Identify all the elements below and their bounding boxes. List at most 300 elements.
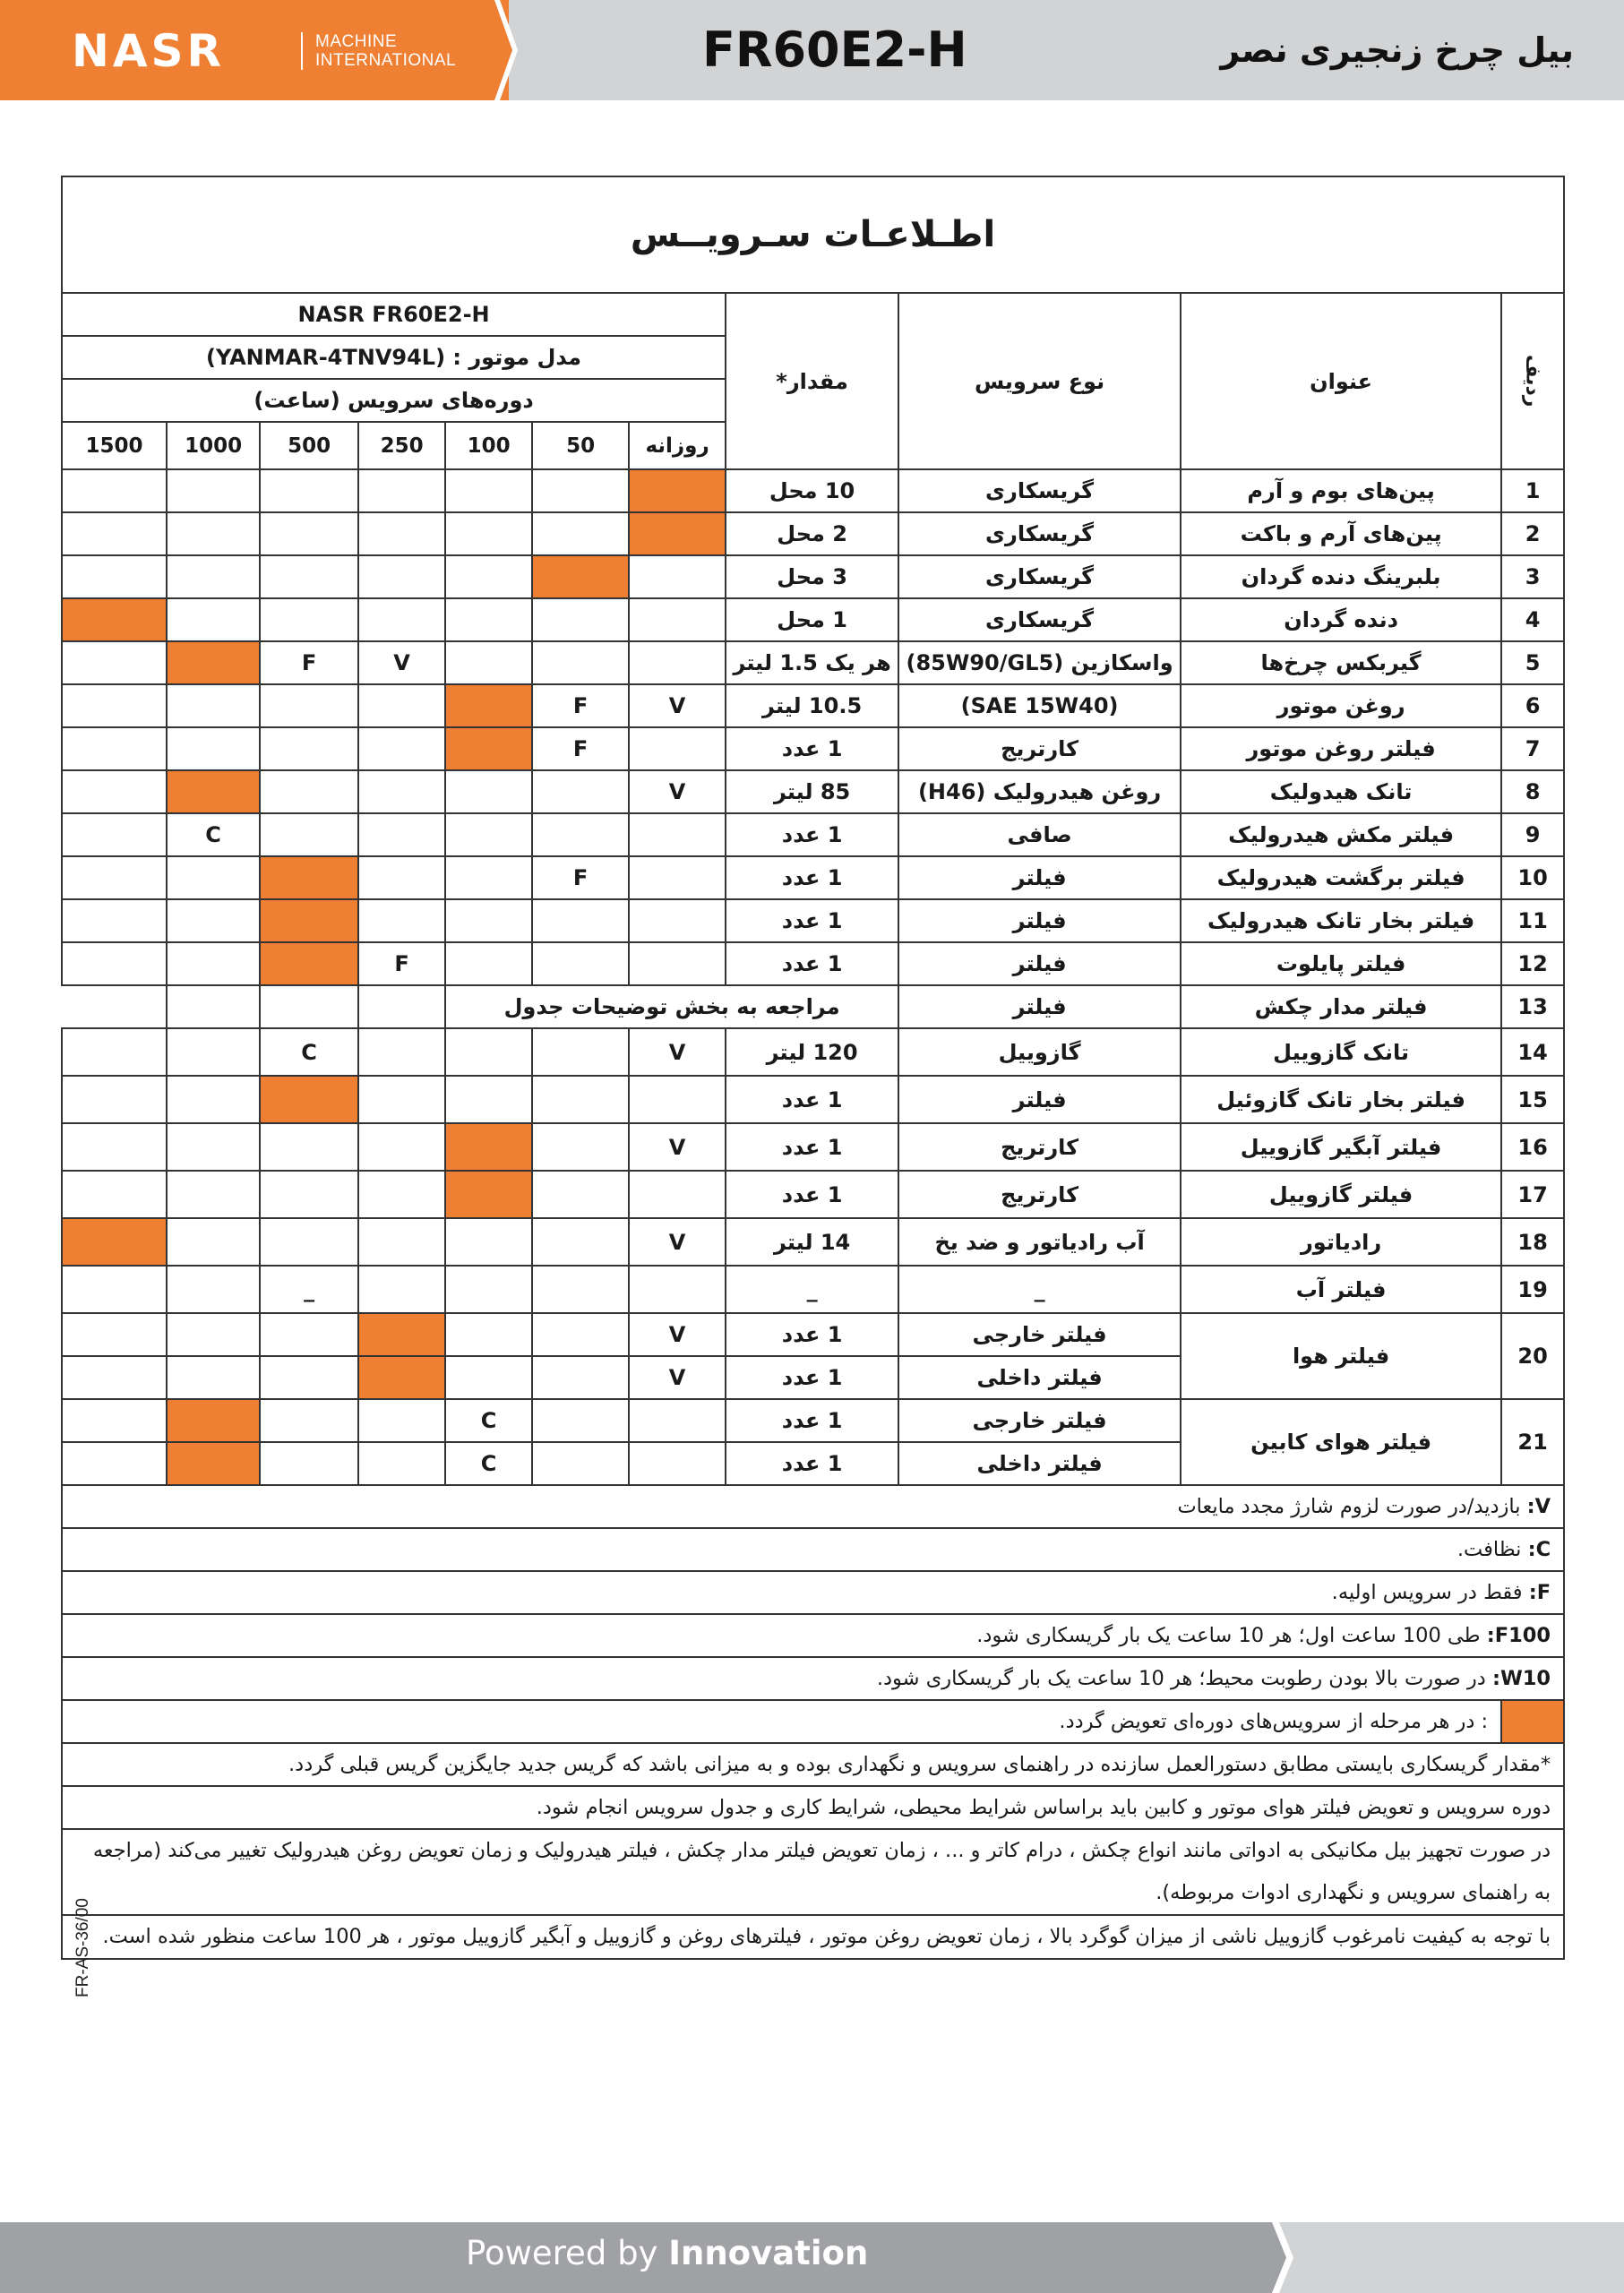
row-quantity: 1 عدد	[726, 856, 898, 899]
interval-cell	[445, 1356, 532, 1399]
logo-wordmark: NASR	[72, 25, 226, 77]
row-service-type: فیلتر خارجی	[898, 1313, 1181, 1356]
interval-cell	[358, 1399, 445, 1442]
row-service-type: کارتریج	[898, 1171, 1181, 1218]
interval-cell	[445, 856, 532, 899]
interval-cell	[532, 1028, 629, 1076]
interval-cell	[358, 985, 445, 1028]
row-quantity: 1 عدد	[726, 942, 898, 985]
replace-marker-cell	[167, 641, 260, 684]
row-service-type: فیلتر	[898, 985, 1181, 1028]
row-number: 10	[1501, 856, 1564, 899]
interval-cell	[167, 598, 260, 641]
service-table	[61, 176, 1565, 1960]
row-service-type: روغن هیدرولیک (H46)	[898, 770, 1181, 813]
interval-cell	[629, 1266, 726, 1313]
interval-cell	[167, 1171, 260, 1218]
interval-cell: F	[532, 856, 629, 899]
row-service-type: گریسکاری	[898, 598, 1181, 641]
row-quantity: 1 عدد	[726, 727, 898, 770]
interval-cell	[532, 1313, 629, 1356]
row-subject: فیلتر پایلوت	[1181, 942, 1501, 985]
interval-cell	[260, 1442, 358, 1485]
interval-cell	[629, 899, 726, 942]
table-row	[62, 856, 1564, 899]
legend-key: C:	[1527, 1538, 1551, 1561]
replace-marker-cell	[62, 1218, 167, 1266]
legend-note	[62, 1528, 1564, 1571]
service-document	[61, 176, 1565, 1960]
interval-cell	[445, 598, 532, 641]
row-quantity: 10.5 لیتر	[726, 684, 898, 727]
row-service-type: گریسکاری	[898, 512, 1181, 555]
interval-cell	[62, 512, 167, 555]
replace-marker-cell	[260, 856, 358, 899]
legend-row	[62, 1700, 1564, 1743]
interval-cell	[445, 899, 532, 942]
interval-cell	[167, 684, 260, 727]
interval-cell: V	[629, 1123, 726, 1171]
row-number: 8	[1501, 770, 1564, 813]
interval-cell	[532, 598, 629, 641]
interval-cell: F	[532, 684, 629, 727]
row-service-type: صافی	[898, 813, 1181, 856]
table-row	[62, 770, 1564, 813]
interval-cell	[445, 942, 532, 985]
interval-cell	[445, 469, 532, 512]
interval-cell: V	[358, 641, 445, 684]
interval-cell	[62, 684, 167, 727]
replace-marker-cell	[358, 1356, 445, 1399]
legend-row	[62, 1485, 1564, 1528]
col-header-engine: مدل موتور : (YANMAR-4TNV94L)	[62, 336, 726, 379]
interval-cell	[260, 469, 358, 512]
row-quantity: هر یک 1.5 لیتر	[726, 641, 898, 684]
row-quantity: 1 عدد	[726, 1171, 898, 1218]
row-number: 13	[1501, 985, 1564, 1028]
row-service-type: (SAE 15W40)	[898, 684, 1181, 727]
interval-1500: 1500	[62, 422, 167, 469]
interval-cell	[532, 1442, 629, 1485]
table-row	[62, 942, 1564, 985]
row-number: 9	[1501, 813, 1564, 856]
interval-cell: C	[260, 1028, 358, 1076]
interval-cell	[358, 555, 445, 598]
row-number: 19	[1501, 1266, 1564, 1313]
interval-cell	[358, 1123, 445, 1171]
interval-cell	[532, 1356, 629, 1399]
logo-sub-line2: INTERNATIONAL	[315, 51, 457, 70]
legend-text: در صورت بالا بودن رطوبت محیط؛ هر 10 ساعت یک بار گریسکاری شود.	[876, 1667, 1492, 1690]
row-quantity: 1 عدد	[726, 813, 898, 856]
row-span-note: مراجعه به بخش توضیحات جدول	[445, 985, 898, 1028]
interval-cell	[260, 727, 358, 770]
footnote-row	[62, 1786, 1564, 1829]
interval-cell	[260, 512, 358, 555]
interval-250: 250	[358, 422, 445, 469]
interval-cell	[629, 856, 726, 899]
col-header-periods: دوره‌های سرویس (ساعت)	[62, 379, 726, 422]
footer-powered: Powered by	[466, 2234, 669, 2272]
row-service-type: کارتریج	[898, 1123, 1181, 1171]
interval-cell: V	[629, 1356, 726, 1399]
interval-cell	[532, 1399, 629, 1442]
legend-text: نظافت.	[1456, 1538, 1528, 1561]
row-subject: فیلتر گازوییل	[1181, 1171, 1501, 1218]
interval-cell	[62, 555, 167, 598]
replace-marker-cell	[445, 1171, 532, 1218]
legend-row	[62, 1614, 1564, 1657]
interval-cell	[260, 770, 358, 813]
table-row	[62, 598, 1564, 641]
interval-cell	[167, 1123, 260, 1171]
row-subject: رادیاتور	[1181, 1218, 1501, 1266]
interval-cell	[445, 1266, 532, 1313]
interval-cell	[62, 899, 167, 942]
interval-cell	[445, 641, 532, 684]
row-service-type: گریسکاری	[898, 555, 1181, 598]
table-title: اطـلاعـات سـرویــس	[62, 176, 1564, 293]
interval-cell	[62, 1028, 167, 1076]
interval-cell	[167, 942, 260, 985]
row-number: 20	[1501, 1313, 1564, 1399]
row-service-type: _	[898, 1266, 1181, 1313]
legend-key: F100:	[1486, 1624, 1551, 1647]
row-quantity: 1 عدد	[726, 1313, 898, 1356]
interval-cell: V	[629, 684, 726, 727]
interval-cell	[167, 1218, 260, 1266]
interval-cell	[260, 813, 358, 856]
interval-cell	[358, 1218, 445, 1266]
interval-cell	[62, 1076, 167, 1123]
interval-cell	[62, 856, 167, 899]
logo-sub-line1: MACHINE	[315, 32, 398, 51]
footnote-row	[62, 1743, 1564, 1786]
interval-cell	[62, 727, 167, 770]
row-subject: تانک گازوییل	[1181, 1028, 1501, 1076]
row-service-type: فیلتر	[898, 899, 1181, 942]
row-quantity: _	[726, 1266, 898, 1313]
replace-marker-cell	[629, 469, 726, 512]
row-number: 3	[1501, 555, 1564, 598]
interval-cell	[532, 1266, 629, 1313]
col-header-row-no: ردیف	[1501, 293, 1564, 469]
interval-cell	[445, 813, 532, 856]
interval-cell	[445, 1028, 532, 1076]
interval-cell	[167, 856, 260, 899]
interval-cell	[260, 1356, 358, 1399]
interval-cell	[445, 555, 532, 598]
row-service-type: کارتریج	[898, 727, 1181, 770]
row-quantity: 85 لیتر	[726, 770, 898, 813]
row-service-type: فیلتر	[898, 856, 1181, 899]
interval-cell	[167, 1076, 260, 1123]
row-service-type: واسکازین (85W90/GL5)	[898, 641, 1181, 684]
table-row	[62, 512, 1564, 555]
row-service-type: فیلتر خارجی	[898, 1399, 1181, 1442]
row-service-type: گازوییل	[898, 1028, 1181, 1076]
logo-chevron-shape	[491, 0, 518, 100]
row-subject: فیلتر آبگیر گازوییل	[1181, 1123, 1501, 1171]
replace-marker-cell	[260, 1076, 358, 1123]
replace-marker-cell	[260, 899, 358, 942]
legend-swatch-text: : در هر مرحله از سرویس‌های دوره‌ای تعویض گردد.	[62, 1700, 1501, 1743]
row-number: 18	[1501, 1218, 1564, 1266]
interval-cell	[260, 1218, 358, 1266]
col-header-service-type: نوع سرویس	[898, 293, 1181, 469]
row-quantity: 3 محل	[726, 555, 898, 598]
interval-cell	[358, 813, 445, 856]
legend-text: فقط در سرویس اولیه.	[1331, 1581, 1529, 1604]
footer-innovation: Innovation	[668, 2234, 869, 2272]
interval-cell	[629, 1076, 726, 1123]
document-title: بیل چرخ زنجیری نصر	[1220, 30, 1574, 70]
interval-cell	[62, 770, 167, 813]
row-subject: فیلتر روغن موتور	[1181, 727, 1501, 770]
row-quantity: 14 لیتر	[726, 1218, 898, 1266]
legend-text: بازدید/در صورت لزوم شارژ مجدد مایعات	[1177, 1495, 1527, 1518]
row-subject: پین‌های آرم و باکت	[1181, 512, 1501, 555]
interval-cell	[445, 770, 532, 813]
replace-marker-cell	[445, 684, 532, 727]
interval-cell	[358, 469, 445, 512]
interval-cell	[445, 1076, 532, 1123]
interval-cell	[260, 1399, 358, 1442]
interval-1000: 1000	[167, 422, 260, 469]
interval-cell	[260, 1313, 358, 1356]
row-subject: پین‌های بوم و آرم	[1181, 469, 1501, 512]
interval-cell: _	[260, 1266, 358, 1313]
interval-100: 100	[445, 422, 532, 469]
model-code: FR60E2-H	[702, 21, 967, 78]
table-row	[62, 813, 1564, 856]
interval-cell	[167, 985, 260, 1028]
table-row	[62, 1218, 1564, 1266]
logo-subtitle	[315, 32, 456, 70]
interval-cell	[358, 1171, 445, 1218]
row-quantity: 1 عدد	[726, 899, 898, 942]
interval-cell	[167, 1266, 260, 1313]
interval-cell	[358, 856, 445, 899]
interval-cell: V	[629, 770, 726, 813]
legend-row	[62, 1571, 1564, 1614]
col-header-machine: NASR FR60E2-H	[62, 293, 726, 336]
interval-cell	[629, 641, 726, 684]
row-subject: فیلتر بخار تانک هیدرولیک	[1181, 899, 1501, 942]
row-number: 7	[1501, 727, 1564, 770]
interval-cell	[260, 684, 358, 727]
interval-cell	[62, 1171, 167, 1218]
row-number: 12	[1501, 942, 1564, 985]
logo-band	[0, 0, 509, 100]
row-quantity: 1 عدد	[726, 1442, 898, 1485]
replace-marker-cell	[62, 598, 167, 641]
table-row	[62, 1266, 1564, 1313]
row-number: 17	[1501, 1171, 1564, 1218]
replace-marker-cell	[445, 1123, 532, 1171]
interval-cell	[260, 985, 358, 1028]
col-header-quantity: مقدار*	[726, 293, 898, 469]
interval-cell	[260, 555, 358, 598]
legend-key: W10:	[1491, 1667, 1551, 1690]
interval-cell	[167, 1028, 260, 1076]
row-quantity: 120 لیتر	[726, 1028, 898, 1076]
legend-note	[62, 1657, 1564, 1700]
interval-cell	[629, 813, 726, 856]
replace-marker-cell	[167, 1442, 260, 1485]
interval-50: 50	[532, 422, 629, 469]
row-number: 14	[1501, 1028, 1564, 1076]
interval-cell	[629, 1399, 726, 1442]
interval-cell	[532, 1171, 629, 1218]
table-row	[62, 1399, 1564, 1442]
row-service-type: فیلتر داخلی	[898, 1442, 1181, 1485]
interval-cell	[629, 942, 726, 985]
interval-cell	[167, 1356, 260, 1399]
table-row	[62, 555, 1564, 598]
replace-marker-cell	[532, 555, 629, 598]
interval-cell	[532, 1123, 629, 1171]
row-subject: گیربکس چرخ‌ها	[1181, 641, 1501, 684]
interval-cell	[532, 469, 629, 512]
interval-cell	[629, 598, 726, 641]
interval-cell	[62, 1356, 167, 1399]
replace-marker-cell	[445, 727, 532, 770]
row-subject: فیلتر هوا	[1181, 1313, 1501, 1399]
interval-cell: F	[260, 641, 358, 684]
legend-swatch	[1501, 1700, 1564, 1743]
row-quantity: 1 محل	[726, 598, 898, 641]
interval-cell	[167, 469, 260, 512]
interval-cell	[62, 1399, 167, 1442]
table-row	[62, 469, 1564, 512]
table-row	[62, 1313, 1564, 1356]
legend-note	[62, 1571, 1564, 1614]
footnote: با توجه به کیفیت نامرغوب گازوییل ناشی از میزان گوگرد بالا ، زمان تعویض روغن موتور ، فیلترهای روغن و گازوییل و آبگیر گازوییل موتور ، هر 100 ساعت منظور شده است.	[62, 1915, 1564, 1959]
row-number: 15	[1501, 1076, 1564, 1123]
legend-row	[62, 1657, 1564, 1700]
interval-cell	[445, 512, 532, 555]
interval-cell	[358, 899, 445, 942]
interval-cell	[358, 1076, 445, 1123]
table-row	[62, 1076, 1564, 1123]
interval-cell	[532, 512, 629, 555]
interval-cell	[532, 770, 629, 813]
interval-cell	[358, 512, 445, 555]
interval-cell	[445, 1218, 532, 1266]
row-subject: فیلتر برگشت هیدرولیک	[1181, 856, 1501, 899]
interval-cell	[358, 770, 445, 813]
row-service-type: فیلتر	[898, 1076, 1181, 1123]
interval-cell	[445, 1313, 532, 1356]
legend-note	[62, 1485, 1564, 1528]
interval-cell	[358, 684, 445, 727]
row-subject: فیلتر مکش هیدرولیک	[1181, 813, 1501, 856]
legend-row	[62, 1528, 1564, 1571]
table-row	[62, 1171, 1564, 1218]
interval-cell: C	[167, 813, 260, 856]
interval-cell	[62, 1442, 167, 1485]
row-quantity: 10 محل	[726, 469, 898, 512]
interval-cell	[167, 1313, 260, 1356]
row-number: 2	[1501, 512, 1564, 555]
replace-marker-cell	[358, 1313, 445, 1356]
row-number: 16	[1501, 1123, 1564, 1171]
row-subject: تانک هیدولیک	[1181, 770, 1501, 813]
replace-marker-cell	[167, 770, 260, 813]
interval-cell: V	[629, 1313, 726, 1356]
interval-cell	[358, 1028, 445, 1076]
interval-cell	[62, 813, 167, 856]
row-subject: فیلتر هوای کابین	[1181, 1399, 1501, 1485]
logo-separator	[301, 32, 303, 70]
interval-cell	[358, 727, 445, 770]
footnote: *مقدار گریسکاری بایستی مطابق دستورالعمل سازنده در راهنمای سرویس و نگهداری بوده و به میزانی باشد که گریس جدید جایگزین گریس قبلی گردد.	[62, 1743, 1564, 1786]
replace-marker-cell	[260, 942, 358, 985]
row-subject: فیلتر مدار چکش	[1181, 985, 1501, 1028]
legend-note	[62, 1614, 1564, 1657]
interval-cell	[62, 469, 167, 512]
interval-cell: F	[358, 942, 445, 985]
interval-cell: V	[629, 1218, 726, 1266]
interval-cell	[358, 1442, 445, 1485]
document-id	[20, 1872, 92, 1997]
interval-cell	[62, 1123, 167, 1171]
table-row	[62, 899, 1564, 942]
row-subject: روغن موتور	[1181, 684, 1501, 727]
footer-chevron-shape	[1263, 2222, 1295, 2293]
row-quantity: 1 عدد	[726, 1076, 898, 1123]
legend-key: V:	[1526, 1495, 1551, 1518]
table-row	[62, 1123, 1564, 1171]
interval-cell	[167, 899, 260, 942]
interval-cell: C	[445, 1442, 532, 1485]
row-number: 21	[1501, 1399, 1564, 1485]
interval-cell	[260, 1123, 358, 1171]
interval-cell	[629, 1442, 726, 1485]
interval-500: 500	[260, 422, 358, 469]
interval-cell	[532, 1076, 629, 1123]
row-number: 4	[1501, 598, 1564, 641]
row-number: 1	[1501, 469, 1564, 512]
interval-cell	[532, 899, 629, 942]
row-service-type: گریسکاری	[898, 469, 1181, 512]
row-subject: دنده گردان	[1181, 598, 1501, 641]
interval-cell	[532, 942, 629, 985]
table-row	[62, 985, 1564, 1028]
footnote: دوره سرویس و تعویض فیلتر هوای موتور و کابین باید براساس شرایط محیطی، شرایط کاری و جدول سرویس انجام شود.	[62, 1786, 1564, 1829]
row-quantity: 1 عدد	[726, 1356, 898, 1399]
interval-daily: روزانه	[629, 422, 726, 469]
row-subject: فیلتر بخار تانک گازوئیل	[1181, 1076, 1501, 1123]
service-table-body	[62, 176, 1564, 1959]
legend-text: طی 100 ساعت اول؛ هر 10 ساعت یک بار گریسکاری شود.	[976, 1624, 1487, 1647]
footnote-row	[62, 1915, 1564, 1959]
interval-cell	[358, 598, 445, 641]
interval-cell	[629, 555, 726, 598]
interval-cell	[358, 1266, 445, 1313]
row-service-type: آب رادیاتور و ضد یخ	[898, 1218, 1181, 1266]
interval-cell	[62, 942, 167, 985]
row-service-type: فیلتر داخلی	[898, 1356, 1181, 1399]
table-row	[62, 1028, 1564, 1076]
interval-cell	[62, 1313, 167, 1356]
row-number: 5	[1501, 641, 1564, 684]
table-row	[62, 684, 1564, 727]
row-number: 6	[1501, 684, 1564, 727]
row-subject: فیلتر آب	[1181, 1266, 1501, 1313]
interval-cell	[62, 641, 167, 684]
